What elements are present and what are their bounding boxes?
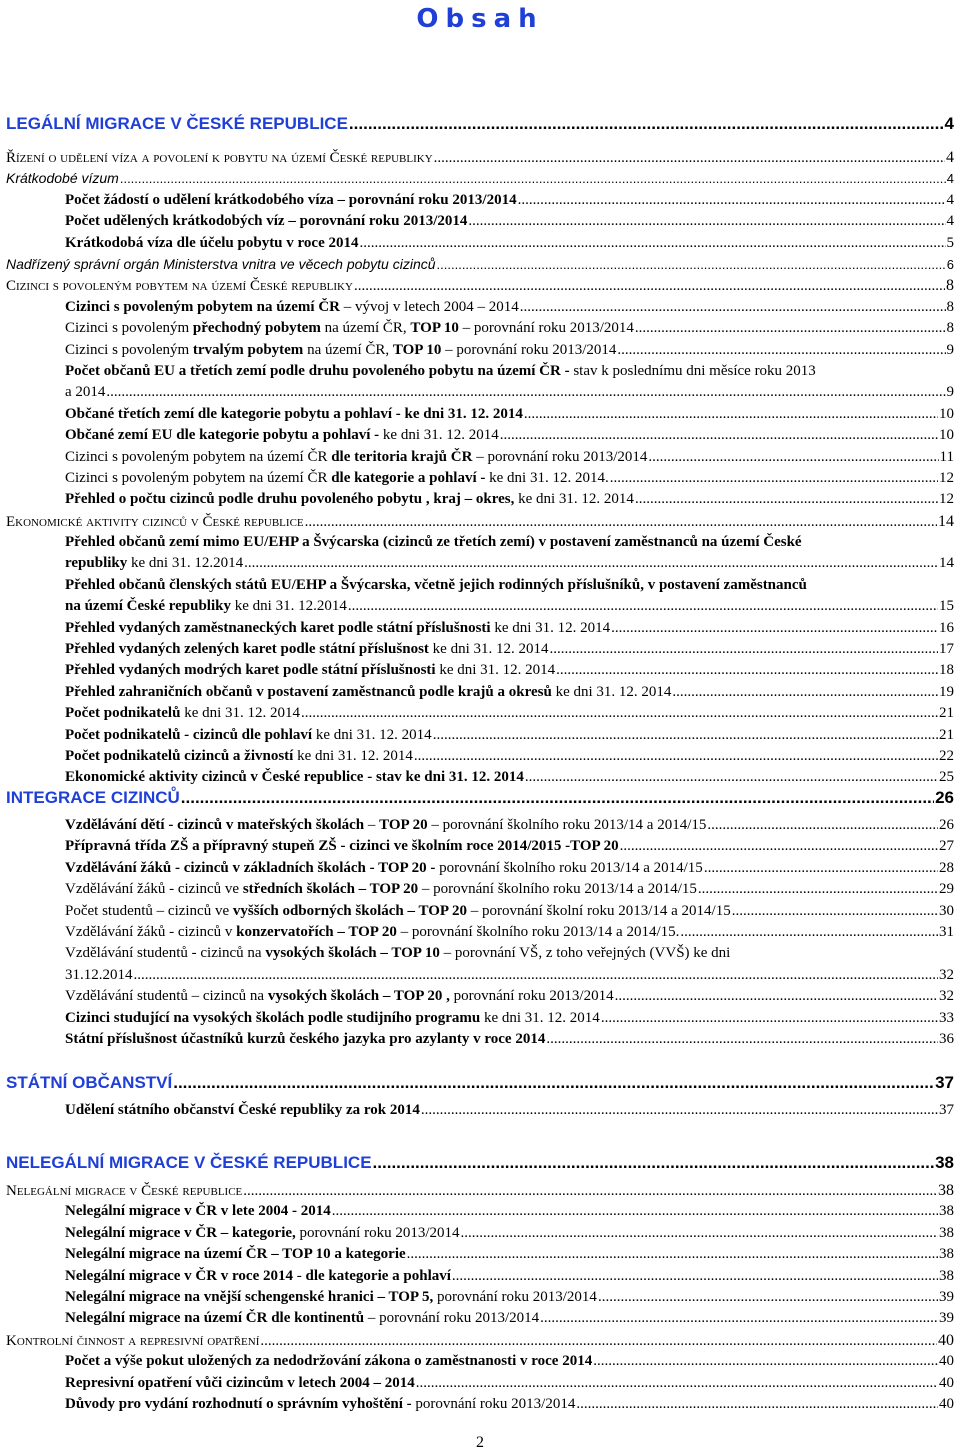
toc-page-number: 16 xyxy=(939,619,954,636)
toc-entry-text: Nelegální migrace v ČR v lete 2004 - 2014 xyxy=(65,1203,331,1220)
toc-page-number: 38 xyxy=(938,1182,954,1199)
toc-entry-text: ke dni 31. 12. 2014 xyxy=(435,662,556,679)
toc-page-number: 10 xyxy=(939,427,954,444)
dot-leader xyxy=(601,1008,938,1029)
dot-leader xyxy=(173,1070,934,1096)
toc-page-number: 9 xyxy=(946,341,954,358)
toc-page-number: 40 xyxy=(938,1331,954,1349)
toc-entry-text: Občané zemí EU dle kategorie pobytu a pohlaví - xyxy=(65,427,380,444)
dot-leader xyxy=(359,233,945,254)
dot-leader xyxy=(181,785,934,811)
toc-entry-text: – porovnání roku 2013/2014 xyxy=(472,448,648,465)
toc-item[interactable] xyxy=(6,660,954,681)
toc-page-number: 38 xyxy=(935,1153,954,1172)
toc-entry-text: porovnání roku 2013/2014 xyxy=(295,1224,460,1241)
toc-entry-text: – porovnání školního roku 2013/14 a 2014/15 xyxy=(418,881,697,898)
toc-page-number: 37 xyxy=(935,1073,954,1092)
dot-leader xyxy=(414,746,938,767)
toc-entry-text: Vzdělávání studentů - cizinců na xyxy=(65,945,266,962)
toc-section xyxy=(6,1070,954,1121)
dot-leader xyxy=(120,168,946,189)
toc-entry-text: – porovnání roku 2013/2014 xyxy=(441,341,617,358)
toc-page-number: 6 xyxy=(946,256,954,272)
dot-leader xyxy=(332,1201,938,1222)
toc-item[interactable] xyxy=(6,468,954,489)
dot-leader xyxy=(635,318,946,339)
toc-page-number: 38 xyxy=(939,1203,954,1220)
dot-leader xyxy=(461,1223,938,1244)
toc-item[interactable] xyxy=(6,836,954,857)
toc-entry-text: – porovnání školní roku 2013/14 a 2014/15 xyxy=(466,902,731,919)
toc-entry-text: dle teritoria krajů ČR xyxy=(331,448,473,465)
toc-item[interactable] xyxy=(6,1100,954,1121)
toc-entry-text: Počet udělených krátkodobých víz – porovnání roku 2013/2014 xyxy=(65,213,468,230)
dot-leader xyxy=(732,901,938,922)
toc-entry-text: Důvody pro vydání rozhodnutí o správním vyhoštění - xyxy=(65,1395,412,1412)
toc-page-number: 39 xyxy=(939,1288,954,1305)
toc-entry-text: – vývoj v letech 2004 – 2014 xyxy=(340,298,519,315)
toc-heading[interactable] xyxy=(6,785,954,811)
toc-item[interactable] xyxy=(6,879,954,900)
toc-page-number: 8 xyxy=(946,320,954,337)
toc-entry-text: TOP 20 xyxy=(379,817,428,833)
dot-leader xyxy=(598,1287,938,1308)
toc-entry-text: ke dni 31. 12. 2014 xyxy=(514,491,634,508)
toc-entry-text: porovnání školního roku 2013/14 a 2014/15 xyxy=(435,859,703,876)
toc-entry-text: TOP 10 xyxy=(410,320,459,337)
toc-page-number: 32 xyxy=(939,988,954,1005)
toc-item[interactable] xyxy=(6,297,954,318)
toc-entry-text: Občané třetích zemí dle kategorie pobytu a pohlaví - ke dni 31. 12. 2014 xyxy=(65,405,523,422)
toc-entry-text: Ekonomické aktivity cizinců v České republice xyxy=(6,513,304,530)
dot-leader xyxy=(520,297,946,318)
toc-entry-text: ke dni 31. 12. 2014 xyxy=(490,619,611,636)
toc-entry-text: – xyxy=(364,817,380,833)
toc-subheading[interactable] xyxy=(6,511,954,532)
toc-subheading[interactable] xyxy=(6,1180,954,1201)
toc-page-number: 4 xyxy=(946,213,954,230)
dot-leader xyxy=(546,1029,938,1050)
toc-page-number: 30 xyxy=(939,902,954,919)
toc-entry-text: – porovnání školního roku 2013/14 a 2014/15 xyxy=(427,817,707,833)
dot-leader xyxy=(434,148,945,168)
toc-entry-text: Ekonomické aktivity cizinců v České republice - stav ke dni 31. 12. 2014 xyxy=(65,769,524,786)
toc-page-number: 10 xyxy=(939,405,954,422)
toc-item[interactable] xyxy=(6,168,954,189)
toc-page-number: 9 xyxy=(946,384,954,401)
toc-page-number: 12 xyxy=(939,491,954,508)
toc-entry-text: porovnání roku 2013/2014 xyxy=(449,988,614,1005)
toc-entry-text: Vzdělávání dětí - cizinců v mateřských školách xyxy=(65,817,365,833)
toc-page-number: 4 xyxy=(946,171,954,187)
toc-item[interactable] xyxy=(6,233,954,254)
dot-leader xyxy=(452,1266,938,1287)
dot-leader xyxy=(635,489,938,510)
toc-entry-text: ke dni 31. 12. 2014. xyxy=(485,469,609,486)
toc-page-number: 38 xyxy=(939,1224,954,1241)
toc-entry-text: Nelegální migrace na území ČR – TOP 10 a kategorie xyxy=(65,1246,406,1263)
toc-entry-text: republiky xyxy=(65,555,128,572)
toc-item[interactable] xyxy=(6,340,954,361)
toc-entry-text: Vzdělávání žáků - cizinců ve xyxy=(65,881,243,898)
dot-leader xyxy=(407,1244,938,1265)
toc-entry-text: Krátkodobé vízum xyxy=(6,170,119,187)
toc-item[interactable] xyxy=(6,725,954,746)
dot-leader xyxy=(704,858,938,879)
toc-entry-text: Kontrolní činnost a represivní opatření xyxy=(6,1332,260,1349)
toc-entry-text: středních školách – TOP 20 xyxy=(242,881,419,898)
toc-entry-text: 31.12.2014 xyxy=(65,966,133,983)
toc-page-number: 12 xyxy=(939,469,954,486)
toc-entry-text: Počet podnikatelů xyxy=(65,705,181,722)
toc-entry-text: – porovnání roku 2013/2014 xyxy=(458,320,634,337)
toc-entry-text: Cizinci s povoleným xyxy=(65,341,193,358)
toc-entry-text: Nelegální migrace v ČR – kategorie, xyxy=(65,1224,296,1241)
dot-leader xyxy=(611,618,938,639)
toc-page-number: 40 xyxy=(939,1353,954,1370)
toc-item[interactable] xyxy=(6,1008,954,1029)
toc-item[interactable] xyxy=(6,254,954,275)
dot-leader xyxy=(550,639,939,660)
dot-leader xyxy=(437,254,946,275)
toc-entry-text: Přípravná třída ZŠ a přípravný stupeň ZŠ - cizinci ve školním roce 2014/2015 -TOP 20 xyxy=(65,838,619,855)
toc-entry-text: Nelegální migrace na vnější schengenské hranici – TOP 5, xyxy=(65,1288,434,1305)
toc-section xyxy=(6,785,954,1050)
toc-page-number: 25 xyxy=(939,769,954,786)
dot-leader xyxy=(500,425,938,446)
toc-entry-text: na území ČR, xyxy=(320,320,411,337)
toc-page-number: 40 xyxy=(939,1374,954,1391)
toc-page-number: 5 xyxy=(946,234,954,251)
toc-item[interactable] xyxy=(6,1287,954,1308)
toc-item[interactable] xyxy=(6,318,954,339)
toc-subheading[interactable] xyxy=(6,147,954,168)
toc-entry-text: Počet a výše pokut uložených za nedodržování zákona o zaměstnanosti v roce 2014 xyxy=(65,1353,593,1370)
dot-leader xyxy=(348,596,938,617)
toc-item[interactable] xyxy=(6,1201,954,1222)
toc-item[interactable] xyxy=(6,532,954,575)
toc-page-number: 29 xyxy=(939,881,954,898)
toc-entry-text: dle kategorie a pohlaví - xyxy=(331,469,486,486)
toc-entry-text: Přehled vydaných zelených karet podle státní příslušnost xyxy=(65,641,429,658)
toc-entry-text: Cizinci s povoleným pobytem na území České republiky xyxy=(6,278,353,295)
toc-entry-text: Počet občanů EU a třetích zemí podle druhu povoleného pobytu na území ČR - xyxy=(65,362,570,379)
toc-item[interactable] xyxy=(6,211,954,232)
toc-page-number: 21 xyxy=(939,726,954,743)
toc-entry-text: Počet podnikatelů - cizinců dle pohlaví xyxy=(65,726,313,743)
toc-entry-text: vyšších odborných školách – TOP 20 xyxy=(232,902,467,919)
toc-entry-text: porovnání roku 2013/2014 xyxy=(411,1395,576,1412)
toc-item[interactable] xyxy=(6,1351,954,1372)
dot-leader xyxy=(556,660,938,681)
toc-entry-text: Řízení o udělení víza a povolení k pobytu na území České republiky xyxy=(6,150,433,166)
toc-entry-text: Přehled vydaných zaměstnaneckých karet podle státní příslušnosti xyxy=(65,619,491,636)
toc-item[interactable] xyxy=(6,190,954,211)
toc-page-number: 28 xyxy=(939,859,954,876)
toc-entry-text: Nelegální migrace v České republice xyxy=(6,1183,243,1199)
toc-entry-text: ke dni 31. 12. 2014 xyxy=(180,705,301,722)
toc-page-number: 14 xyxy=(938,512,954,530)
toc-item[interactable] xyxy=(6,901,954,922)
toc-page-number: 32 xyxy=(939,966,954,983)
toc-entry-text: vysokých školách – TOP 10 xyxy=(265,945,440,962)
toc-page-number: 26 xyxy=(939,817,954,833)
toc-entry-text: Přehled občanů zemí mimo EU/EHP a Švýcarska (cizinců ze třetích zemí) v postavení zaměstnanců na území České xyxy=(65,534,802,551)
toc-entry-text: Přehled zahraničních občanů v postavení zaměstnanců podle krajů a okresů xyxy=(65,683,552,700)
toc-page-number: 38 xyxy=(939,1246,954,1263)
toc-item[interactable] xyxy=(6,447,954,468)
toc-item[interactable] xyxy=(6,1244,954,1265)
toc-page-number: 14 xyxy=(939,555,954,572)
toc-page-number: 36 xyxy=(939,1030,954,1047)
toc-entry-text: Cizinci s povoleným pobytem na území ČR xyxy=(65,448,332,465)
toc-entry-text: porovnání roku 2013/2014 xyxy=(433,1288,597,1305)
toc-entry-text: ke dni 31. 12. 2014 xyxy=(379,427,499,444)
toc-item[interactable] xyxy=(6,682,954,703)
toc-item[interactable] xyxy=(6,1223,954,1244)
toc-heading[interactable] xyxy=(6,1070,954,1096)
toc-entry-text: TOP 10 xyxy=(392,341,442,358)
toc-entry-text: Cizinci studující na vysokých školách podle studijního programu xyxy=(65,1009,481,1026)
toc-page-number: 31 xyxy=(939,923,954,940)
dot-leader xyxy=(354,276,945,296)
dot-leader xyxy=(260,1331,937,1351)
toc-item[interactable] xyxy=(6,489,954,510)
toc-entry-text: ke dni 31. 12.2014 xyxy=(127,555,244,572)
toc-entry-text: Cizinci s povoleným xyxy=(65,320,193,337)
toc-entry-text: Počet studentů – cizinců ve xyxy=(65,902,233,919)
toc-page-number: 21 xyxy=(939,705,954,722)
toc-entry-text: dle kategorie a pohlaví xyxy=(305,1267,451,1284)
toc-entry-text: Krátkodobá víza dle účelu pobytu v roce 2014 xyxy=(65,234,359,251)
toc-entry-text: Státní příslušnost účastníků kurzů českého jazyka pro azylanty v roce 2014 xyxy=(65,1030,546,1047)
toc-item[interactable] xyxy=(6,986,954,1007)
dot-leader xyxy=(672,682,938,703)
toc-page-number: 4 xyxy=(944,114,954,133)
toc-entry-text: na území České republiky xyxy=(65,598,231,615)
dot-leader xyxy=(301,703,938,724)
toc-entry-text: Vzdělávání žáků - cizinců v xyxy=(65,923,237,940)
toc-entry-text: – porovnání VŠ, z toho veřejných (VVŠ) ke dni xyxy=(439,945,731,962)
toc-page-number: 26 xyxy=(935,788,954,807)
dot-leader xyxy=(524,404,938,425)
toc-entry-text: INTEGRACE CIZINCŮ xyxy=(6,788,180,807)
page-title: Obsah xyxy=(416,4,544,34)
toc-item[interactable] xyxy=(6,1266,954,1287)
dot-leader xyxy=(707,815,938,836)
toc-entry-text: Vzdělávání studentů – cizinců na xyxy=(65,988,268,1005)
toc-entry-text: Cizinci s povoleným pobytem na území ČR xyxy=(65,298,340,315)
toc-entry-text: Přehled vydaných modrých karet podle státní příslušnosti xyxy=(65,662,436,679)
dot-leader xyxy=(468,211,945,232)
toc-entry-text: stav k poslednímu dni měsíce roku 2013 xyxy=(569,362,816,379)
toc-item[interactable] xyxy=(6,575,954,618)
toc-page-number: 4 xyxy=(946,149,954,166)
toc-entry-text: ke dni 31. 12. 2014 xyxy=(293,748,413,765)
toc-page-number: 8 xyxy=(946,298,954,315)
toc-entry-text: – porovnání roku 2013/2014 xyxy=(364,1310,540,1327)
toc-subheading[interactable] xyxy=(6,1330,954,1351)
toc-entry-text: ke dni 31. 12.2014 xyxy=(231,598,347,615)
toc-item[interactable] xyxy=(6,858,954,879)
toc-entry-text: ke dni 31. 12. 2014 xyxy=(312,726,432,743)
toc-page-number: 33 xyxy=(939,1009,954,1026)
toc-entry-text: Vzdělávání žáků - cizinců v základních školách - TOP 20 - xyxy=(65,859,436,876)
dot-leader xyxy=(620,836,938,857)
toc-entry-text: NELEGÁLNÍ MIGRACE V ČESKÉ REPUBLICE xyxy=(6,1153,372,1172)
toc-entry-text: trvalým pobytem xyxy=(192,341,304,358)
toc-entry-text: ke dni 31. 12. 2014 xyxy=(551,683,672,700)
dot-leader xyxy=(243,1181,937,1201)
toc-item[interactable] xyxy=(6,1308,954,1329)
toc-item[interactable] xyxy=(6,618,954,639)
toc-item[interactable] xyxy=(6,639,954,660)
dot-leader xyxy=(134,965,939,986)
toc-entry-text: Represivní opatření vůči cizincům v letech 2004 – 2014 xyxy=(65,1374,415,1391)
dot-leader xyxy=(698,879,938,900)
toc-entry-text: a 2014 xyxy=(65,384,106,401)
toc-entry-text: vysokých školách – TOP 20 , xyxy=(267,988,450,1005)
toc-entry-text: Počet podnikatelů cizinců a živností xyxy=(65,748,294,765)
toc-item[interactable] xyxy=(6,943,954,986)
toc-heading[interactable] xyxy=(6,1150,954,1176)
toc-heading[interactable] xyxy=(6,111,954,137)
dot-leader xyxy=(540,1308,938,1329)
toc-subheading[interactable] xyxy=(6,275,954,296)
toc-entry-text: Počet žádostí o udělení krátkodobého víza – porovnání roku 2013/2014 xyxy=(65,191,517,208)
dot-leader xyxy=(617,340,945,361)
toc-page-number: 4 xyxy=(946,191,954,208)
toc-section xyxy=(6,111,954,789)
dot-leader xyxy=(680,922,938,943)
toc-page-number: 19 xyxy=(939,683,954,700)
toc-entry-text: Přehled občanů členských států EU/EHP a Švýcarska, včetně jejich rodinných příslušníků, v postavení zaměstnanců xyxy=(65,576,807,593)
dot-leader xyxy=(349,111,944,137)
dot-leader xyxy=(610,468,938,489)
dot-leader xyxy=(576,1394,938,1415)
toc-entry-text: Nelegální migrace na území ČR dle kontinentů xyxy=(65,1310,365,1327)
dot-leader xyxy=(373,1150,935,1176)
toc-page-number: 11 xyxy=(939,448,954,465)
dot-leader xyxy=(648,447,938,468)
toc-entry-text: Udělení státního občanství České republiky za rok 2014 xyxy=(65,1102,420,1118)
toc-page-number: 40 xyxy=(939,1395,954,1412)
dot-leader xyxy=(305,512,937,532)
dot-leader xyxy=(244,553,938,574)
page-number: 2 xyxy=(476,1434,484,1451)
toc-item[interactable] xyxy=(6,1029,954,1050)
toc-page-number: 17 xyxy=(939,641,954,658)
toc-entry-text: Nelegální migrace v ČR v roce 2014 xyxy=(65,1267,293,1284)
toc-entry-text: na území ČR, xyxy=(303,341,393,358)
toc-entry-text: ke dni 31. 12. 2014 xyxy=(480,1009,600,1026)
toc-item[interactable] xyxy=(6,922,954,943)
toc-item[interactable] xyxy=(6,815,954,836)
toc-page-number: 8 xyxy=(946,277,954,295)
toc-entry-text: ke dni 31. 12. 2014 xyxy=(428,641,549,658)
dot-leader xyxy=(433,725,938,746)
toc-page-number: 18 xyxy=(939,662,954,679)
toc-section xyxy=(6,1150,954,1415)
dot-leader xyxy=(615,986,938,1007)
toc-entry-text: Přehled o počtu cizinců podle druhu povoleného pobytu , kraj – okres, xyxy=(65,491,515,508)
dot-leader xyxy=(106,382,945,403)
toc-page-number: 15 xyxy=(939,598,954,615)
toc-page-number: 38 xyxy=(939,1267,954,1284)
toc-item[interactable] xyxy=(6,1373,954,1394)
toc-page-number: 22 xyxy=(939,748,954,765)
toc-entry-text: přechodný pobytem xyxy=(192,320,321,337)
toc-item[interactable] xyxy=(6,703,954,724)
toc-entry-text: Nadřízený správní orgán Ministerstva vnitra ve věcech pobytu cizinců xyxy=(6,255,436,272)
dot-leader xyxy=(518,190,946,211)
dot-leader xyxy=(593,1351,938,1372)
toc-entry-text: Cizinci s povoleným pobytem na území ČR xyxy=(65,469,332,486)
toc-entry-text: - xyxy=(293,1267,306,1284)
toc-entry-text: – porovnání školního roku 2013/14 a 2014/15. xyxy=(396,923,680,940)
toc-page-number: 27 xyxy=(939,838,954,855)
toc-entry-text: STÁTNÍ OBČANSTVÍ xyxy=(6,1073,173,1092)
toc-item[interactable] xyxy=(6,361,954,404)
toc-item[interactable] xyxy=(6,404,954,425)
toc-entry-text: konzervatořích – TOP 20 xyxy=(236,923,397,940)
toc-page-number: 37 xyxy=(939,1102,954,1118)
dot-leader xyxy=(421,1100,938,1121)
toc-item[interactable] xyxy=(6,1394,954,1415)
toc-page-number: 39 xyxy=(939,1310,954,1327)
toc-item[interactable] xyxy=(6,746,954,767)
toc-item[interactable] xyxy=(6,425,954,446)
dot-leader xyxy=(416,1373,938,1394)
toc-entry-text: LEGÁLNÍ MIGRACE V ČESKÉ REPUBLICE xyxy=(6,114,348,133)
